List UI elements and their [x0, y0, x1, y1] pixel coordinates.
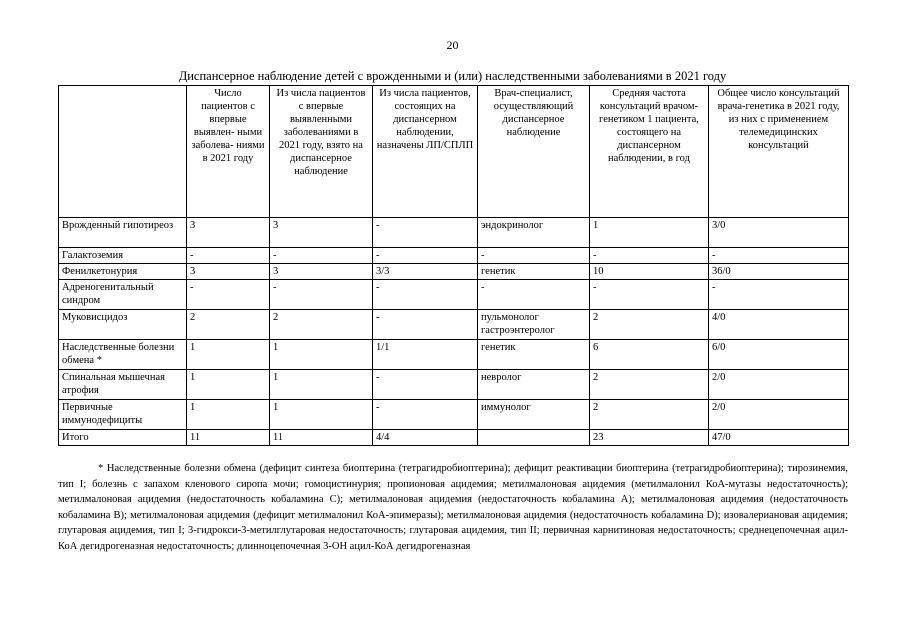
value-cell: 1: [590, 218, 709, 248]
table-row: [59, 400, 849, 430]
disease-cell: Врожденный гипотиреоз: [59, 218, 187, 248]
value-cell: -: [590, 248, 709, 264]
value-cell: 2: [270, 310, 373, 340]
value-cell: 36/0: [709, 264, 849, 280]
value-cell: 4/4: [373, 430, 478, 446]
table-row: [59, 340, 849, 370]
value-cell: 1: [187, 400, 270, 430]
value-cell: -: [373, 310, 478, 340]
value-cell: 11: [270, 430, 373, 446]
disease-cell: Адреногенитальный синдром: [59, 280, 187, 310]
value-cell: 1: [187, 370, 270, 400]
value-cell: 6/0: [709, 340, 849, 370]
disease-cell: Наследственные болезни обмена *: [59, 340, 187, 370]
value-cell: 10: [590, 264, 709, 280]
value-cell: -: [187, 280, 270, 310]
value-cell: 2: [590, 310, 709, 340]
value-cell: -: [187, 248, 270, 264]
table-total-row: [59, 430, 849, 446]
disease-cell: Муковисцидоз: [59, 310, 187, 340]
dispensary-observation-table: [58, 85, 849, 446]
value-cell: 6: [590, 340, 709, 370]
footnote: * Наследственные болезни обмена (дефицит синтеза биоптерина (тетрагидробиоптерина); дефицит реактивации биоптерина (тетрагидробиоптерина); тирозинемия, тип I; болезнь с запахом кленового сиропа мочи; гомоцистинурия; пропионовая ацидемия; метилмалоновая ацидемия (метилмалонил КоА-мутазы недостаточность); метилмалоновая ацидемия (недостаточность кобаламина C); метилмалоновая ацидемия (недостаточность кобаламина A); метилмалоновая ацидемия (недостаточность кобаламина B); метилмалоновая ацидемия (дефицит метилмалонил КоА-эпимеразы); метилмалоновая ацидемия (недостаточность кобаламина D); изовалериановая ацидемия; глутаровая ацидемия, тип I; 3-гидрокси-3-метилглутаровая недостаточность; глутаровая ацидемия, тип II; первичная карнитиновая недостаточность; среднецепочечная ацил-КоА дегидрогеназная недостаточность; длинноцепочечная 3-ОН ацил-КоА дегидрогеназная: [58, 463, 848, 552]
value-cell: 2/0: [709, 400, 849, 430]
table-row: [59, 370, 849, 400]
value-cell: 2: [590, 370, 709, 400]
header-cell-total-consultations: Общее число консультаций врача-генетика в 2021 году, из них с применением телемедицинских консультаций: [709, 86, 849, 218]
value-cell: -: [270, 248, 373, 264]
value-cell: 1: [270, 370, 373, 400]
table-header-row: [59, 86, 849, 218]
table-row: [59, 248, 849, 264]
value-cell: -: [373, 218, 478, 248]
value-cell: -: [373, 370, 478, 400]
value-cell: 2: [187, 310, 270, 340]
value-cell: 47/0: [709, 430, 849, 446]
specialist-cell: иммунолог: [478, 400, 590, 430]
specialist-cell: генетик: [478, 264, 590, 280]
value-cell: -: [373, 400, 478, 430]
specialist-cell: эндокринолог: [478, 218, 590, 248]
table-row: [59, 218, 849, 248]
value-cell: 1: [270, 340, 373, 370]
table-title: Диспансерное наблюдение детей с врожденными и (или) наследственными заболеваниями в 2021 году: [178, 69, 727, 83]
value-cell: -: [590, 280, 709, 310]
value-cell: -: [373, 280, 478, 310]
value-cell: 3: [187, 264, 270, 280]
value-cell: 1: [187, 340, 270, 370]
header-cell-taken-under-observation: Из числа пациентов с впервые выявленными заболеваниями в 2021 году, взято на диспансерное наблюдение: [270, 86, 373, 218]
specialist-cell: -: [478, 248, 590, 264]
value-cell: 3/3: [373, 264, 478, 280]
disease-cell: Галактоземия: [59, 248, 187, 264]
specialist-cell: пульмонолог гастроэнтеролог: [478, 310, 590, 340]
header-cell-prescribed-drugs: Из числа пациентов, состоящих на диспансерном наблюдении, назначены ЛП/СПЛП: [373, 86, 478, 218]
header-cell-avg-consultations: Средняя частота консультаций врачом-генетиком 1 пациента, состоящего на диспансерном наблюдении, в год: [590, 86, 709, 218]
disease-cell: Спинальная мышечная атрофия: [59, 370, 187, 400]
header-cell-specialist: Врач-специалист, осуществляющий диспансерное наблюдение: [478, 86, 590, 218]
value-cell: 2: [590, 400, 709, 430]
value-cell: -: [270, 280, 373, 310]
table-row: [59, 264, 849, 280]
value-cell: -: [709, 280, 849, 310]
value-cell: 1/1: [373, 340, 478, 370]
table-row: [59, 310, 849, 340]
value-cell: 23: [590, 430, 709, 446]
header-cell-newly-diagnosed: Число пациентов с впервые выявлен- ными заболева- ниями в 2021 году: [187, 86, 270, 218]
value-cell: 4/0: [709, 310, 849, 340]
value-cell: -: [709, 248, 849, 264]
value-cell: 3/0: [709, 218, 849, 248]
value-cell: 11: [187, 430, 270, 446]
disease-cell: Фенилкетонурия: [59, 264, 187, 280]
specialist-cell: -: [478, 280, 590, 310]
value-cell: 3: [270, 218, 373, 248]
value-cell: 3: [270, 264, 373, 280]
table-row: [59, 280, 849, 310]
value-cell: 1: [270, 400, 373, 430]
page-number: 20: [446, 38, 459, 52]
value-cell: -: [373, 248, 478, 264]
value-cell: 3: [187, 218, 270, 248]
specialist-cell: [478, 430, 590, 446]
header-cell-disease: [59, 86, 187, 218]
specialist-cell: невролог: [478, 370, 590, 400]
disease-cell: Первичные иммунодефициты: [59, 400, 187, 430]
value-cell: 2/0: [709, 370, 849, 400]
total-label-cell: Итого: [59, 430, 187, 446]
specialist-cell: генетик: [478, 340, 590, 370]
